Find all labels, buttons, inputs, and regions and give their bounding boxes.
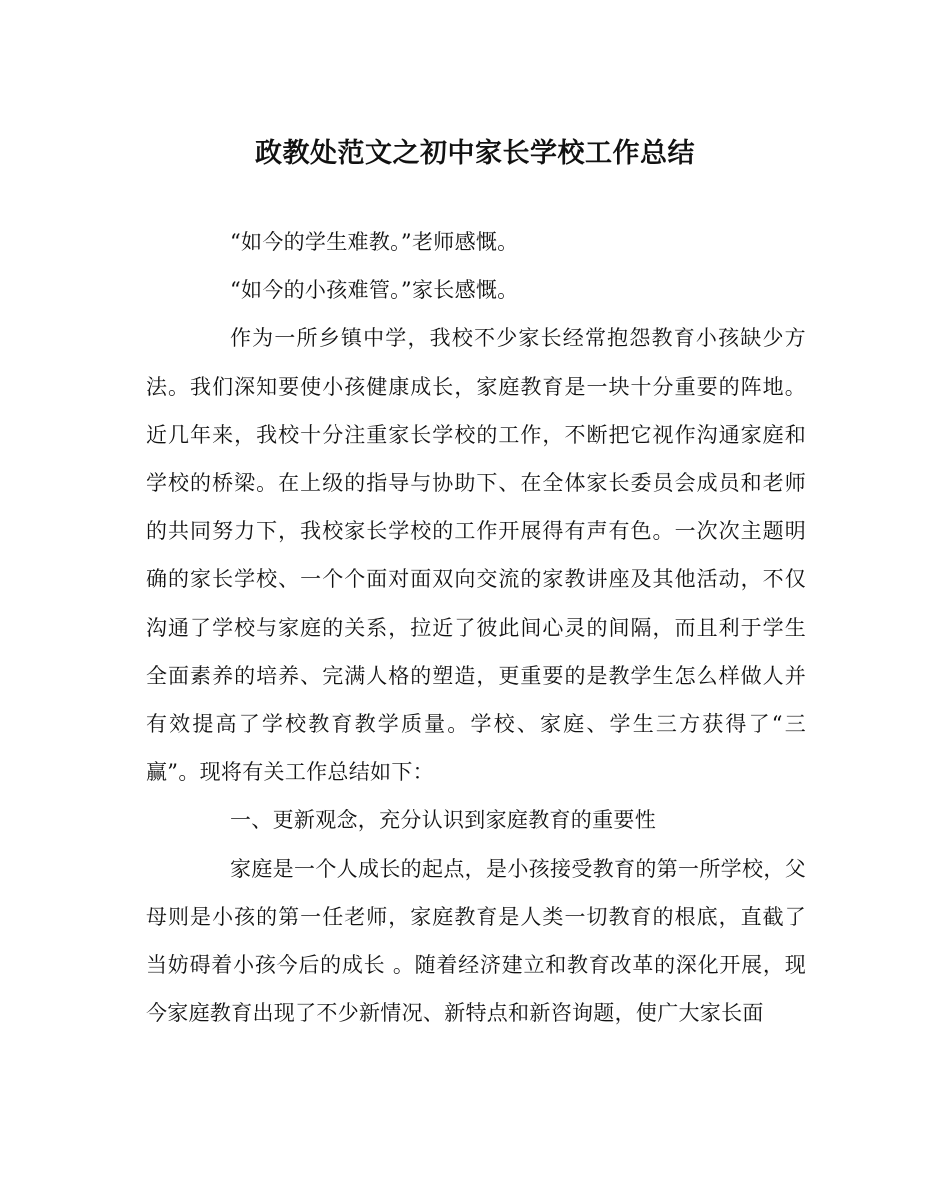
document-body (146, 218, 806, 1037)
section-heading-1: 一、更新观念，充分认识到家庭教育的重要性 (230, 808, 656, 833)
document-title: 政教处范文之初中家长学校工作总结 (255, 138, 695, 169)
paragraph-parent-quote: “如今的小孩难管。”家长感慨。 (230, 278, 519, 303)
paragraph-family-education: 家庭是一个人成长的起点，是小孩接受教育的第一所学校，父母则是小孩的第一任老师，家庭教育是人类一切教育的根底，直截了当妨碍着小孩今后的成长 。随着经济建立和教育改革的深化开展，现今家庭教育出现了不少新情况、新特点和新咨询题，使广大家长面 (146, 856, 806, 1026)
paragraph-introduction: 作为一所乡镇中学，我校不少家长经常抱怨教育小孩缺少方法。我们深知要使小孩健康成长，家庭教育是一块十分重要的阵地。近几年来，我校十分注重家长学校的工作，不断把它视作沟通家庭和学校的桥梁。在上级的指导与协助下、在全体家长委员会成员和老师的共同努力下，我校家长学校的工作开展得有声有色。一次次主题明确的家长学校、一个个面对面双向交流的家教讲座及其他活动，不仅沟通了学校与家庭的关系，拉近了彼此间心灵的间隔，而且利于学生全面素养的培养、完满人格的塑造，更重要的是教学生怎么样做人并有效提高了学校教育教学质量。学校、家庭、学生三方获得了“三赢”。现将有关工作总结如下： (146, 326, 806, 785)
paragraph-teacher-quote: “如今的学生难教。”老师感慨。 (230, 230, 519, 254)
